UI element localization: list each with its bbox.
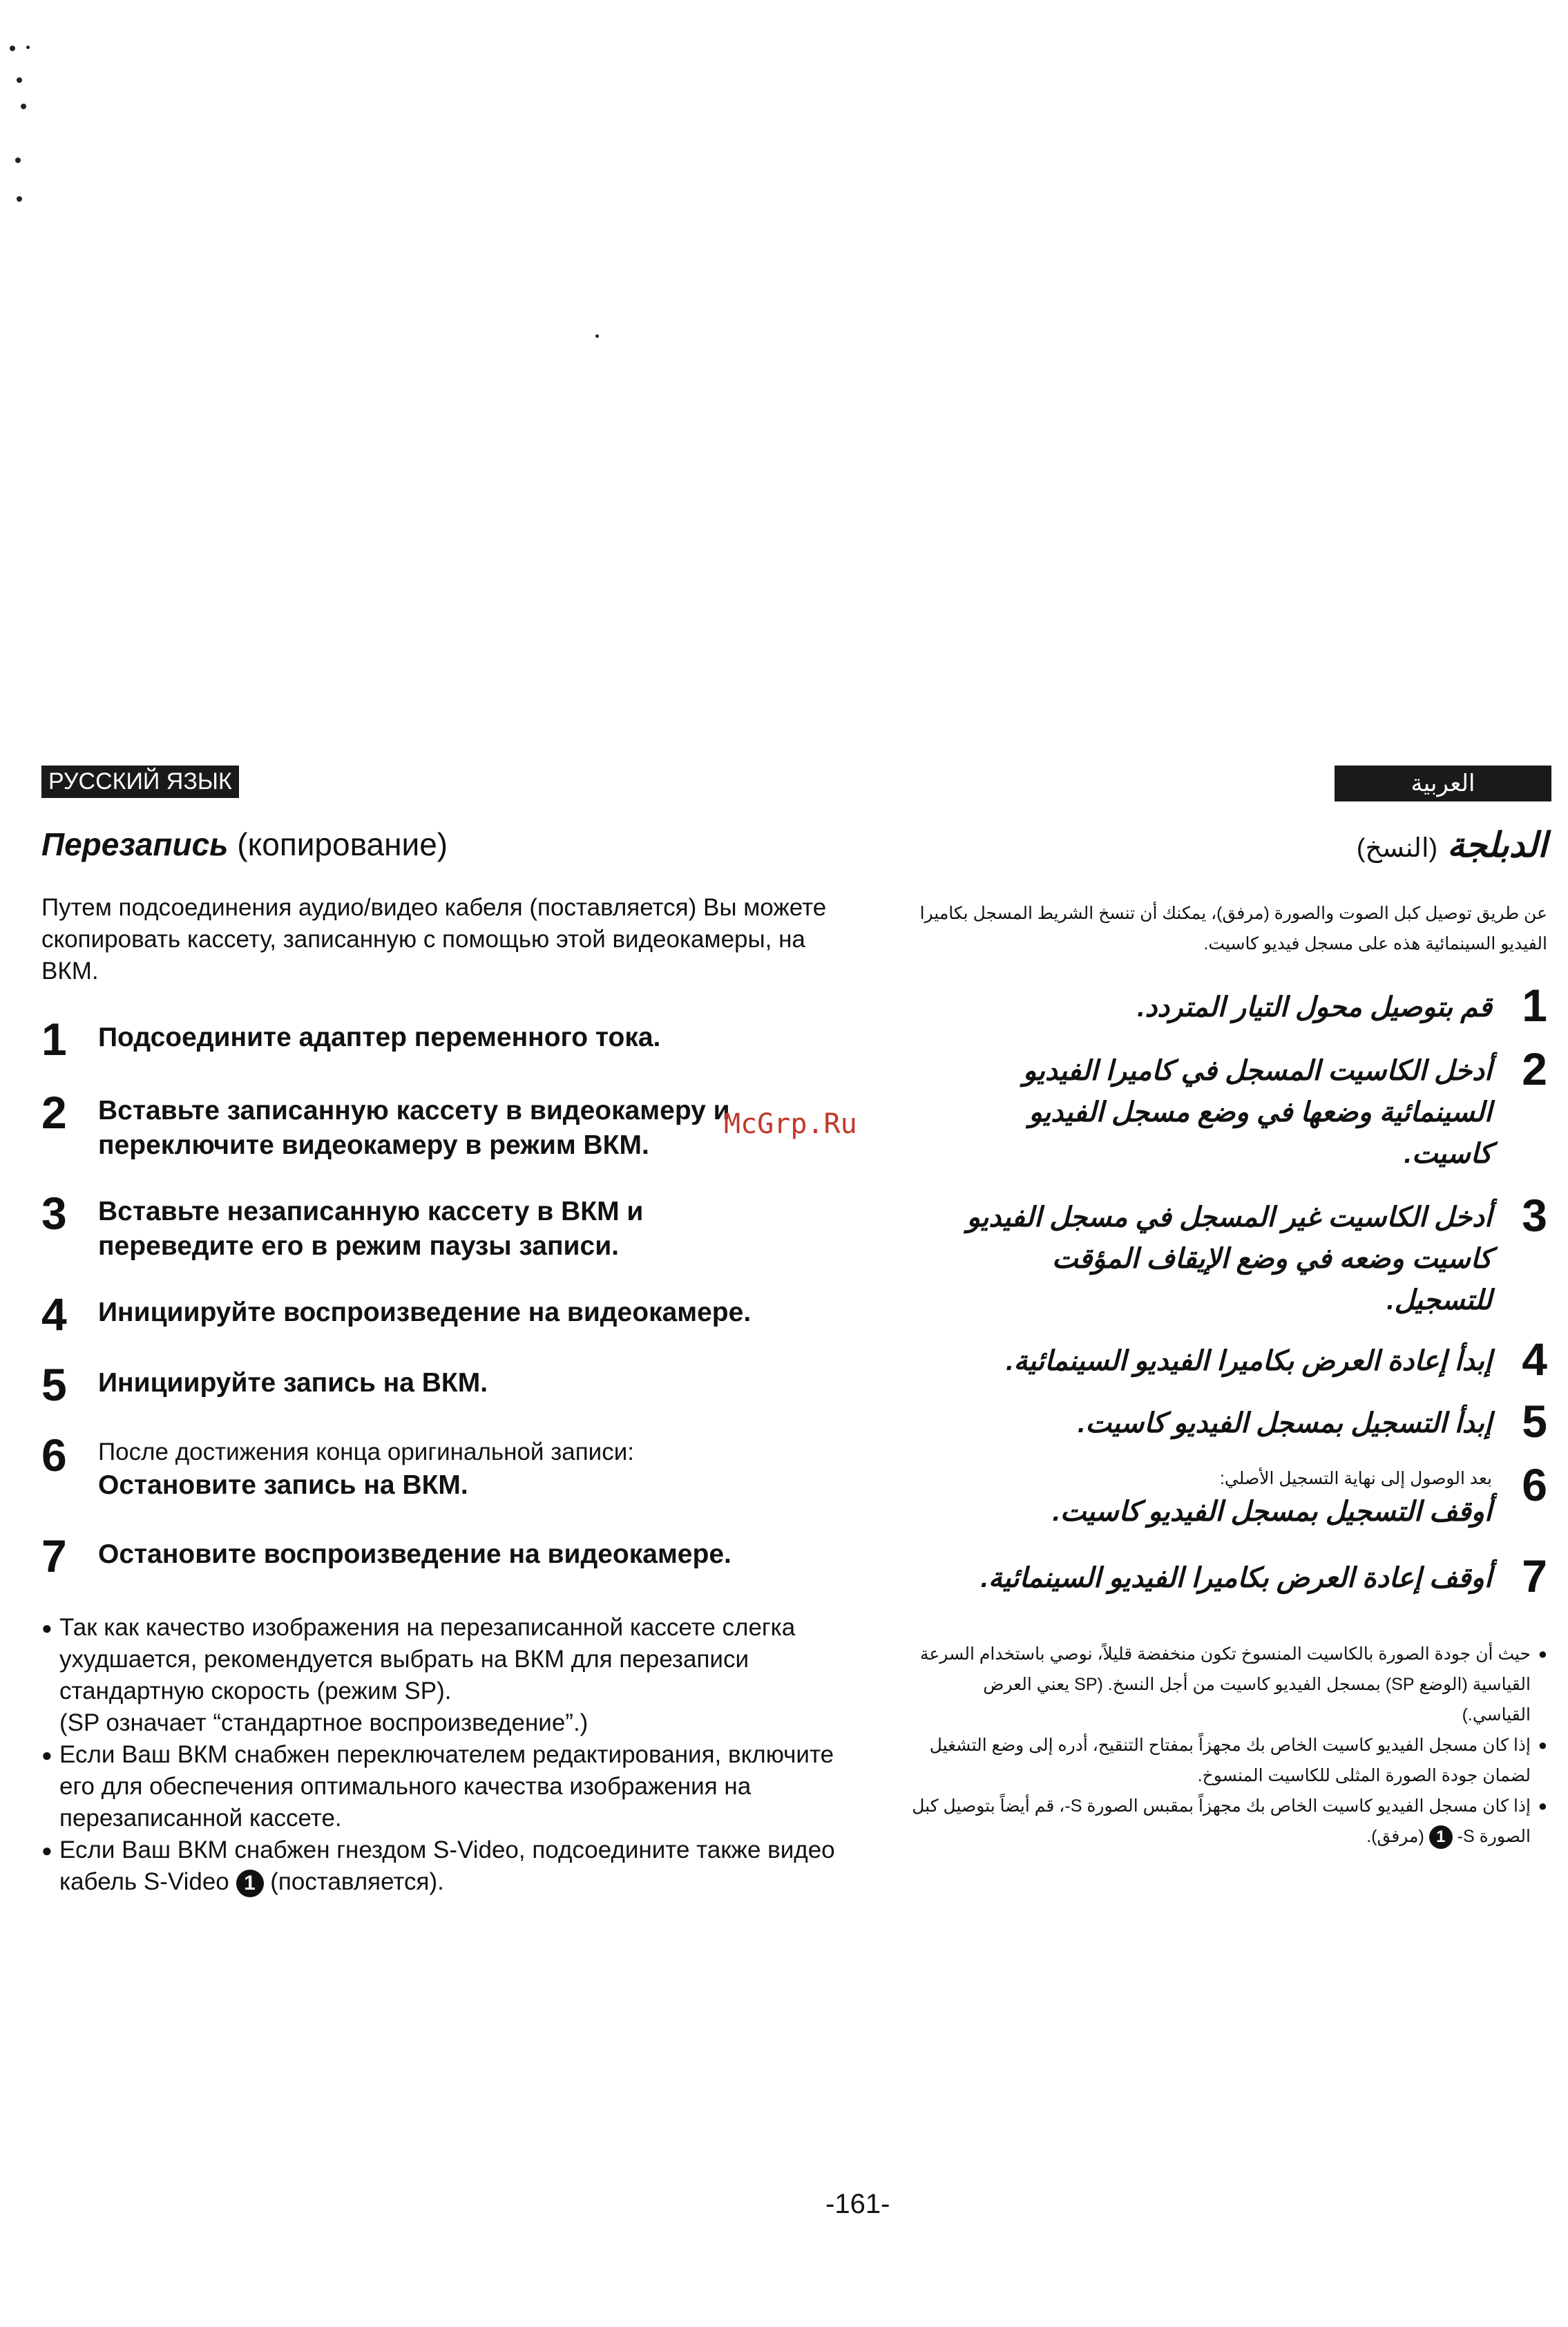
note-text: Если Ваш ВКМ снабжен гнездом S-Video, подсоедините также видео кабель S-Video [59, 1836, 835, 1895]
note-continuation: (SP означает “стандартное воспроизведение”.) [59, 1709, 589, 1736]
step-7 [912, 1550, 1547, 1602]
arabic-column [912, 766, 1547, 1852]
step-text: أوقف إعادة العرض بكاميرا الفيديو السينمائية. [980, 1563, 1492, 1593]
step-number: 4 [41, 1289, 67, 1340]
step-text: إبدأ إعادة العرض بكاميرا الفيديو السينمائية. [1006, 1346, 1492, 1376]
number-one-circle-icon: 1 [236, 1870, 264, 1897]
scan-speck [17, 77, 22, 83]
notes-arabic [912, 1639, 1547, 1852]
step-text: إبدأ التسجيل بمسجل الفيديو كاسيت. [1078, 1408, 1492, 1438]
note-item: ● إذا كان مسجل الفيديو كاسيت الخاص بك مجهزاً بمفتاح التنقيح، أدره إلى وضع التشغيل لضمان جودة الصورة المثلى للكاسيت المنسوخ. [912, 1730, 1547, 1791]
intro-paragraph-russian: Путем подсоединения аудио/видео кабеля (поставляется) Вы можете скопировать кассету, записанную с помощью этой видеокамеры, на ВКМ. [41, 894, 827, 985]
scan-speck [17, 196, 22, 202]
step-text: Инициируйте запись на ВКМ. [98, 1368, 488, 1398]
step-number: 7 [1522, 1550, 1547, 1602]
notes-russian [41, 1612, 836, 1898]
step-number: 4 [1522, 1333, 1547, 1385]
note-item: ● Так как качество изображения на перезаписанной кассете слегка ухудшается, рекомендуется выбрать на ВКМ для перезаписи стандартную скорость (режим SP). [41, 1612, 836, 1707]
step-number: 2 [1522, 1043, 1547, 1094]
step-number: 7 [41, 1530, 67, 1582]
note-text: (مرفق). [1366, 1827, 1424, 1846]
step-number: 3 [41, 1188, 67, 1239]
section-title-arabic [912, 825, 1547, 865]
scan-speck [21, 104, 26, 109]
step-text: أدخل الكاسيت المسجل في كاميرا الفيديو السينمائية وضعها في وضع مسجل الفيديو كاسيت. [1023, 1056, 1492, 1169]
step-1 [41, 1014, 836, 1065]
step-3 [912, 1190, 1547, 1321]
note-item: ● حيث أن جودة الصورة بالكاسيت المنسوخ تكون منخفضة قليلاً، نوصي باستخدام السرعة القياسية (الوضع SP) بمسجل الفيديو كاسيت من أجل النسخ. (SP يعني العرض القياسي.) [912, 1639, 1547, 1730]
step-number: 1 [41, 1014, 67, 1065]
note-text: (поставляется). [270, 1868, 444, 1895]
note-item-svideo [41, 1834, 836, 1898]
language-tag-russian: РУССКИЙ ЯЗЫК [41, 766, 239, 798]
title-sub: (копирование) [237, 826, 448, 862]
section-title-russian [41, 826, 836, 863]
number-one-circle-icon: 1 [1429, 1825, 1453, 1849]
step-text: Вставьте записанную кассету в видеокамеру и переключите видеокамеру в режим ВКМ. [98, 1096, 730, 1160]
step-text: Вставьте незаписанную кассету в ВКМ и переведите его в режим паузы записи. [98, 1197, 644, 1261]
step-1 [912, 980, 1547, 1031]
step-2 [912, 1043, 1547, 1175]
step-pretext: بعد الوصول إلى نهاية التسجيل الأصلي: [1219, 1469, 1492, 1488]
page-number: -161- [825, 2189, 890, 2219]
scan-speck [15, 158, 21, 163]
step-text: Подсоедините адаптер переменного тока. [98, 1023, 661, 1052]
step-3 [41, 1190, 836, 1264]
scan-speck [595, 334, 599, 338]
step-2 [41, 1087, 836, 1163]
step-number: 6 [1522, 1459, 1547, 1510]
note-item-svideo [912, 1791, 1547, 1852]
scan-speck [10, 46, 15, 51]
step-5 [912, 1396, 1547, 1447]
step-text: قم بتوصيل محول التيار المتردد. [1137, 992, 1492, 1023]
scan-speck [26, 46, 30, 49]
step-number: 1 [1522, 980, 1547, 1031]
step-number: 5 [1522, 1396, 1547, 1447]
step-4 [912, 1333, 1547, 1385]
step-text-block [98, 1432, 634, 1503]
step-6 [41, 1432, 836, 1503]
step-text: Остановите запись на ВКМ. [98, 1470, 468, 1500]
step-text-block [1053, 1462, 1492, 1532]
step-pretext: После достижения конца оригинальной записи: [98, 1438, 634, 1465]
title-sub: (النسخ) [1356, 834, 1438, 863]
step-number: 5 [41, 1359, 67, 1410]
step-number: 2 [41, 1087, 67, 1138]
intro-paragraph-arabic: عن طريق توصيل كبل الصوت والصورة (مرفق)، يمكنك أن تنسخ الشريط المسجل بكاميرا الفيديو السينمائية هذه على مسجل فيديو كاسيت. [919, 904, 1547, 953]
russian-column [41, 766, 836, 1898]
watermark: McGrp.Ru [724, 1108, 857, 1140]
title-main: الدبلجة [1447, 826, 1547, 864]
step-text: Инициируйте воспроизведение на видеокамере. [98, 1298, 752, 1327]
step-7 [41, 1530, 836, 1582]
step-4 [41, 1289, 836, 1340]
title-main: Перезапись [41, 826, 229, 862]
note-item: ● Если Ваш ВКМ снабжен переключателем редактирования, включите его для обеспечения оптимального качества изображения на перезаписанной кассете. [41, 1739, 836, 1834]
step-text: أوقف التسجيل بمسجل الفيديو كاسيت. [1052, 1497, 1492, 1527]
step-text: أدخل الكاسيت غير المسجل في مسجل الفيديو كاسيت وضعه في وضع الإيقاف المؤقت للتسجيل. [966, 1202, 1492, 1316]
step-5 [41, 1359, 836, 1410]
step-number: 6 [41, 1430, 67, 1481]
step-text: Остановите воспроизведение на видеокамере. [98, 1539, 732, 1569]
step-number: 3 [1522, 1190, 1547, 1241]
note-text: إذا كان مسجل الفيديو كاسيت الخاص بك مجهزاً بمقبس الصورة S-، قم أيضاً بتوصيل كبل الصورة S- [912, 1796, 1531, 1846]
step-6 [912, 1459, 1547, 1532]
language-tag-arabic: العربية [1335, 766, 1551, 801]
